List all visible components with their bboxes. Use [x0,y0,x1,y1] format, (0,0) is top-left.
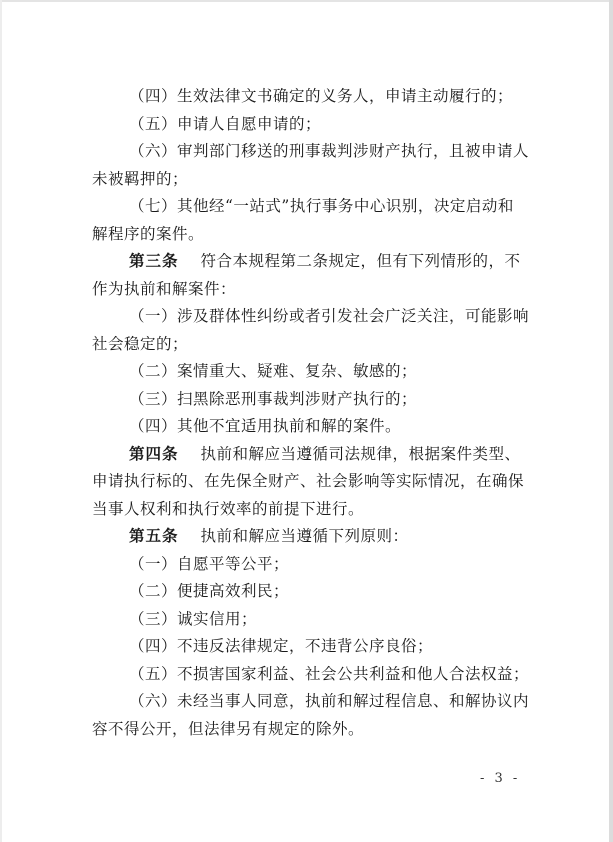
body-line [92,606,532,634]
scan-edge-top [0,0,613,2]
line-text: （七）其他经“一站式”执行事务中心识别，决定启动和 [129,197,514,215]
line-text: 容不得公开，但法律另有规定的除外。 [92,719,365,738]
line-text: （六）未经当事人同意，执前和解过程信息、和解协议内 [129,692,530,710]
body-line [92,331,532,359]
article-line [92,441,532,469]
document-body [92,83,532,743]
line-text: 申请执行标的、在先保全财产、社会影响等实际情况，在确保 [92,472,525,490]
body-line [92,661,532,689]
article-number: 第三条 [129,252,179,270]
body-line [92,468,532,496]
body-line [92,276,532,304]
article-number: 第五条 [129,527,179,545]
body-line [92,578,532,606]
line-text: （二）便捷高效利民； [129,582,290,600]
line-text: （三）扫黑除恶刑事裁判涉财产执行的； [129,389,418,408]
line-text: 符合本规程第二条规定，但有下列情形的，不 [200,252,521,270]
line-text: （五）不损害国家利益、社会公共利益和他人合法权益； [129,664,530,683]
line-text: （四）其他不宜适用执前和解的案件。 [129,417,402,435]
line-text: 作为执前和解案件： [92,279,237,298]
body-line [92,83,532,111]
body-line [92,551,532,579]
line-text: （六）审判部门移送的刑事裁判涉财产执行，且被申请人 [129,142,530,160]
line-text: 执前和解应当遵循下列原则： [200,527,409,545]
line-text: （五）申请人自愿申请的； [129,114,322,133]
body-line [92,716,532,744]
body-line [92,386,532,414]
scan-edge-left [0,0,2,842]
line-text: 解程序的案件。 [92,224,205,243]
body-line [92,193,532,221]
body-line [92,138,532,166]
body-line [92,166,532,194]
line-text: （四）生效法律文书确定的义务人，申请主动履行的； [129,87,514,105]
article-line [92,523,532,551]
body-line [92,221,532,249]
body-line [92,496,532,524]
line-text: 社会稳定的； [92,334,189,353]
line-text: 未被羁押的； [92,169,189,188]
body-line [92,358,532,386]
line-text: 执前和解应当遵循司法规律，根据案件类型、 [200,444,521,463]
line-text: 当事人权利和执行效率的前提下进行。 [92,499,365,518]
page-number: - 3 - [480,771,521,786]
line-text: （三）诚实信用； [129,609,258,628]
body-line [92,111,532,139]
body-line [92,633,532,661]
body-line [92,303,532,331]
scan-edge-right [609,0,613,842]
article-line [92,248,532,276]
line-text: （一）自愿平等公平； [129,554,290,573]
line-text: （二）案情重大、疑难、复杂、敏感的； [129,362,418,380]
body-line [92,688,532,716]
body-line [92,413,532,441]
article-number: 第四条 [129,444,179,463]
line-text: （四）不违反法律规定，不违背公序良俗； [129,637,434,655]
line-text: （一）涉及群体性纠纷或者引发社会广泛关注，可能影响 [129,307,530,325]
